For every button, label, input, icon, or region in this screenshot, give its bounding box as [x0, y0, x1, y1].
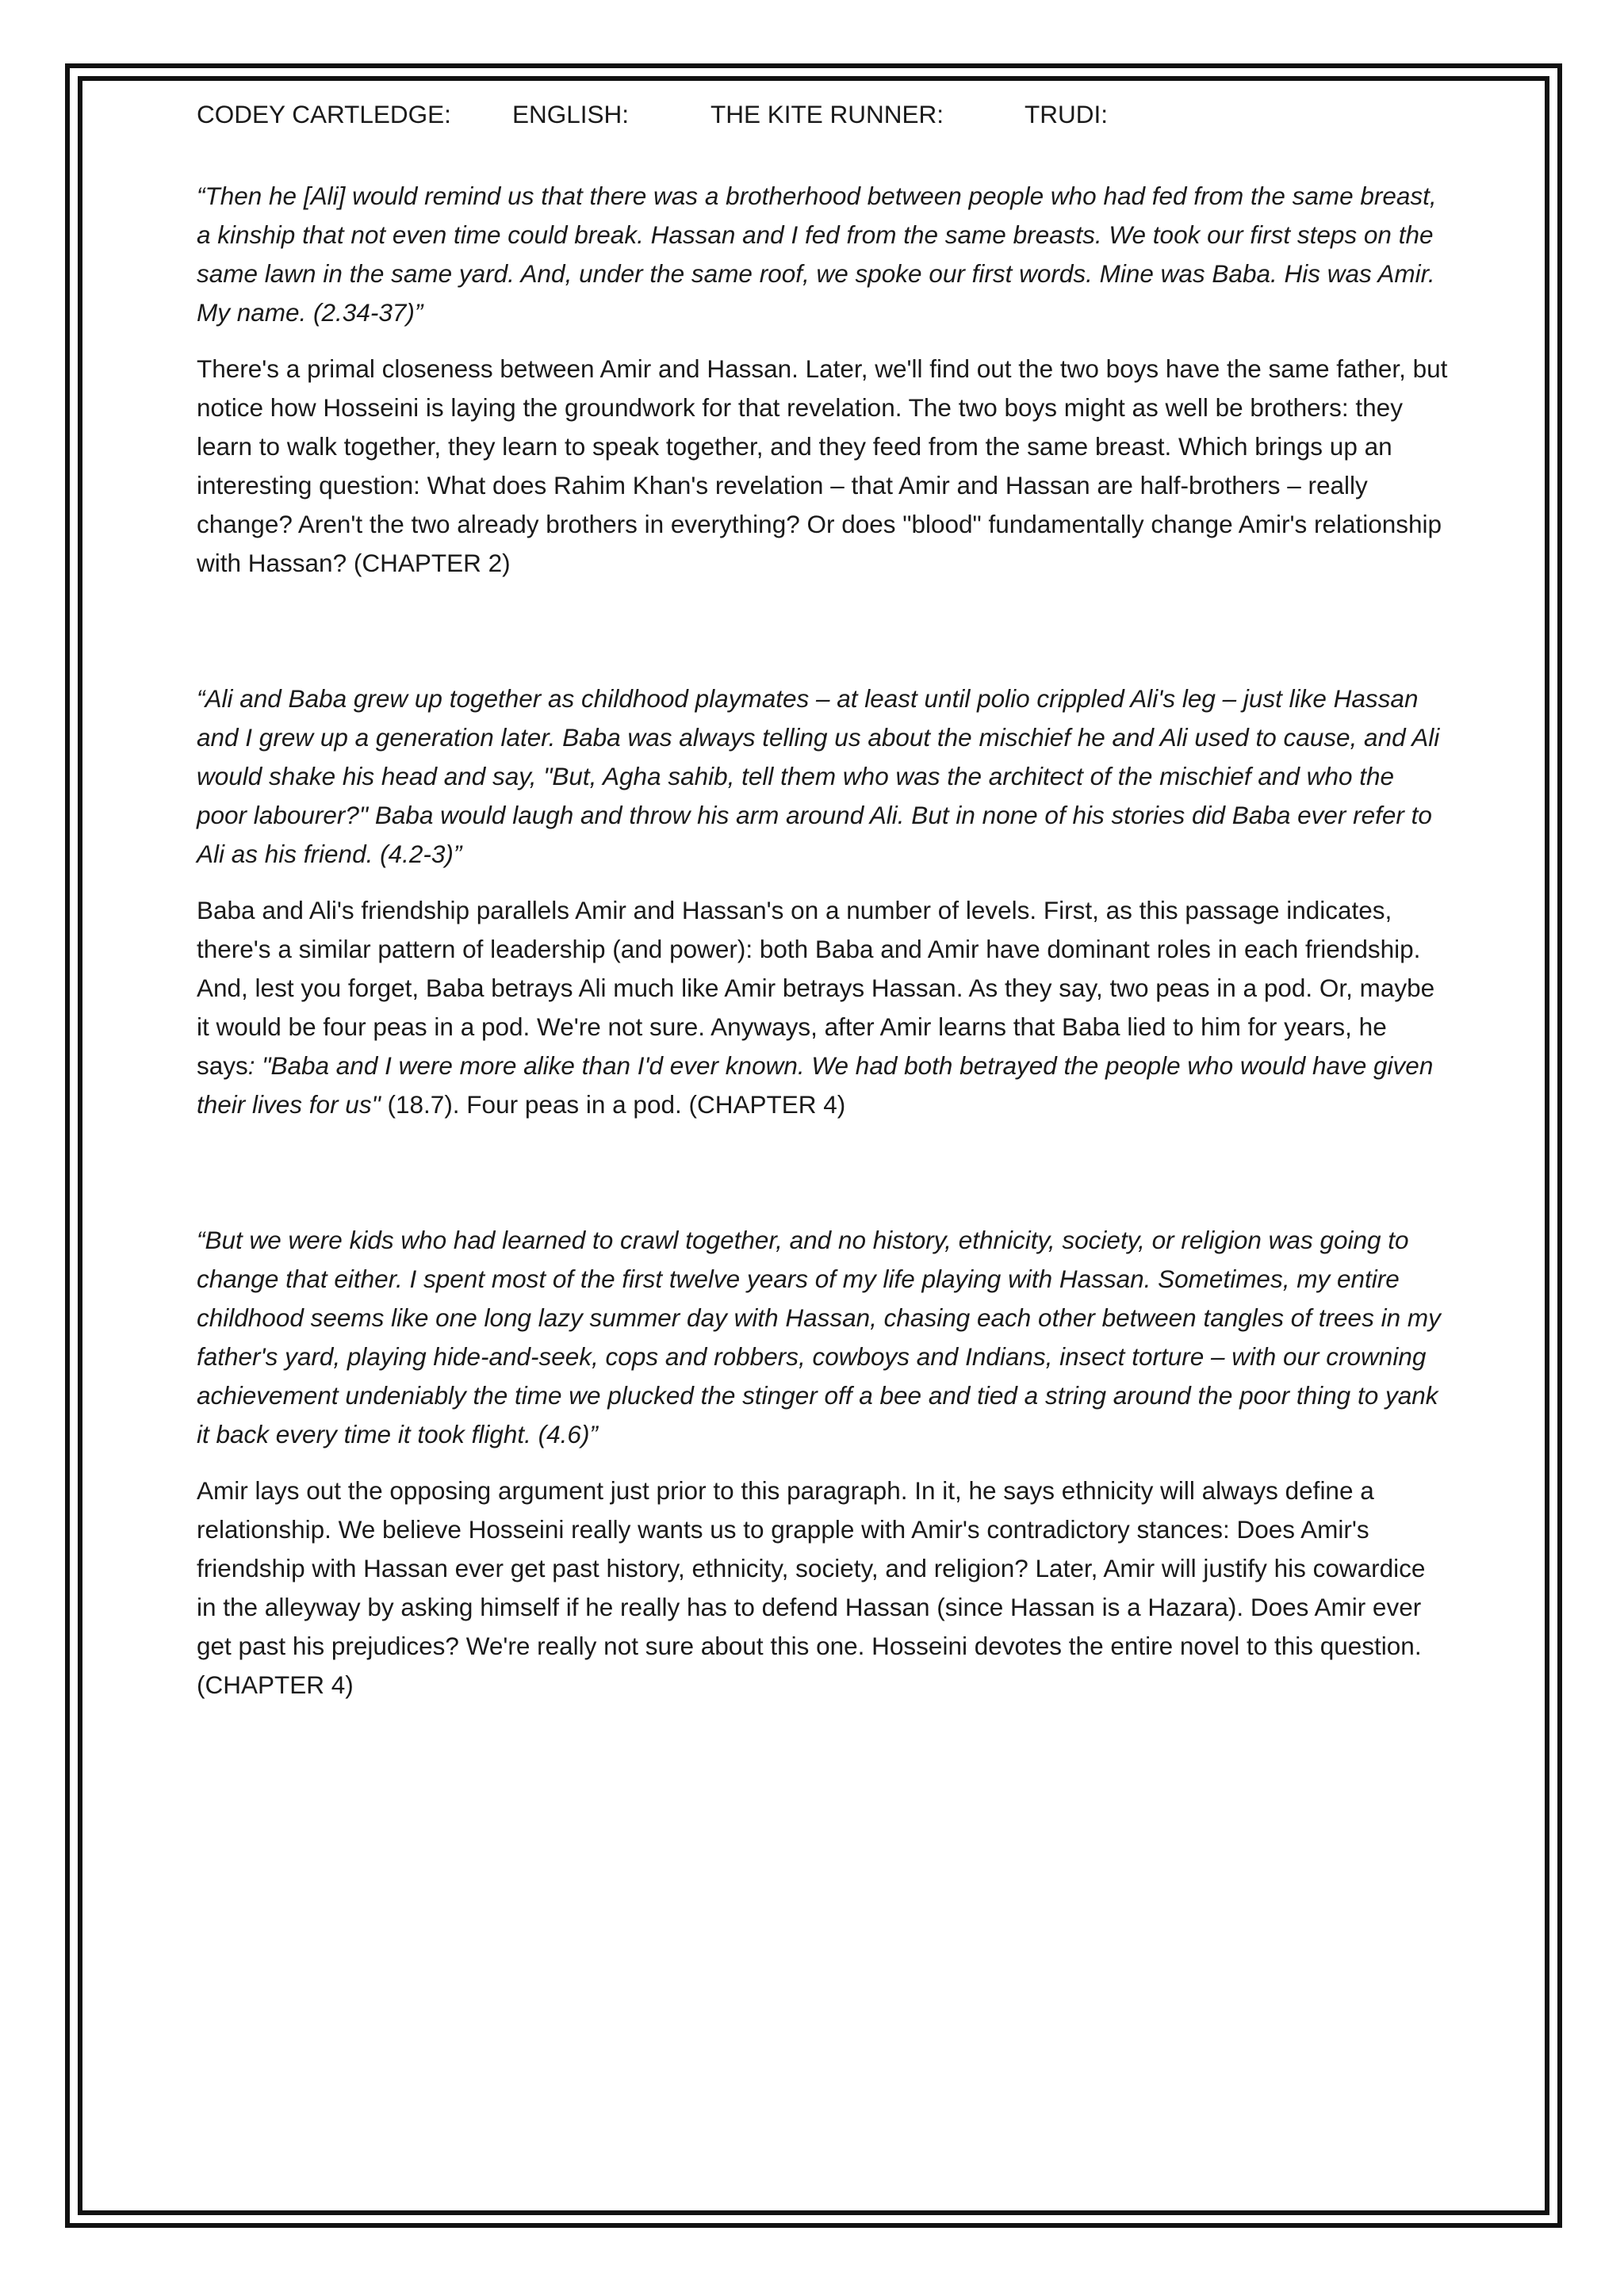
- analysis-2-quoted: : "Baba and I were more alike than I'd ever known. We had both betrayed the people who would have given their lives for us": [197, 1051, 1434, 1119]
- book-title: THE KITE RUNNER:: [710, 100, 944, 128]
- student-name: CODEY CARTLEDGE:: [197, 100, 451, 128]
- quote-1: “Then he [Ali] would remind us that there was a brotherhood between people who had fed from the same breast, a kinship that not even time could break. Hassan and I fed from the same breasts. We took our first steps on the same lawn in the same yard. And, under the same roof, we spoke our first words. Mine was Baba. His was Amir. My name. (2.34-37)”: [197, 182, 1437, 327]
- document-body: [197, 95, 1450, 1705]
- analysis-1: There's a primal closeness between Amir and Hassan. Later, we'll find out the two boys have the same father, but notice how Hosseini is laying the groundwork for that revelation. The two boys might as well be brothers: they learn to walk together, they learn to speak together, and they feed from the same breast. Which brings up an interesting question: What does Rahim Khan's revelation – that Amir and Hassan are half-brothers – really change? Aren't the two already brothers in everything? Or does "blood" fundamentally change Amir's relationship with Hassan? (CHAPTER 2): [197, 354, 1448, 577]
- analysis-2-citation: (18.7). Four peas in a pod. (CHAPTER 4): [380, 1090, 846, 1119]
- teacher-name: TRUDI:: [1025, 100, 1108, 128]
- section-spacer: [197, 1124, 1450, 1221]
- analysis-2: [197, 891, 1450, 1124]
- analysis-3: Amir lays out the opposing argument just prior to this paragraph. In it, he says ethnicity will always define a relationship. We believe Hosseini really wants us to grapple with Amir's contradictory stances: Does Amir's friendship with Hassan ever get past history, ethnicity, society, and religion? Later, Amir will justify his cowardice in the alleyway by asking himself if he really has to defend Hassan (since Hassan is a Hazara). Does Amir ever get past his prejudices? We're really not sure about this one. Hosseini devotes the entire novel to this question. (CHAPTER 4): [197, 1476, 1426, 1699]
- quote-2: “Ali and Baba grew up together as childhood playmates – at least until polio crippled Ali's leg – just like Hassan and I grew up a generation later. Baba was always telling us about the mischief he and Ali used to cause, and Ali would shake his head and say, "But, Agha sahib, tell them who was the architect of the mischief and who the poor labourer?" Baba would laugh and throw his arm around Ali. But in none of his stories did Baba ever refer to Ali as his friend. (4.2-3)”: [197, 684, 1440, 868]
- subject-label: ENGLISH:: [512, 100, 630, 128]
- quote-3: “But we were kids who had learned to crawl together, and no history, ethnicity, society, or religion was going to change that either. I spent most of the first twelve years of my life playing with Hassan. Sometimes, my entire childhood seems like one long lazy summer day with Hassan, chasing each other between tangles of trees in my father's yard, playing hide-and-seek, cops and robbers, cowboys and Indians, insect torture – with our crowning achievement undeniably the time we plucked the stinger off a bee and tied a string around the poor thing to yank it back every time it took flight. (4.6)”: [197, 1226, 1441, 1448]
- document-header: [197, 95, 1450, 134]
- analysis-2-text: Baba and Ali's friendship parallels Amir and Hassan's on a number of levels. First, as this passage indicates, there's a similar pattern of leadership (and power): both Baba and Amir have dominant roles in each friendship. And, lest you forget, Baba betrays Ali much like Amir betrays Hassan. As they say, two peas in a pod. Or, maybe it would be four peas in a pod. We're not sure. Anyways, after Amir learns that Baba lied to him for years, he says: [197, 896, 1435, 1080]
- section-spacer: [197, 583, 1450, 679]
